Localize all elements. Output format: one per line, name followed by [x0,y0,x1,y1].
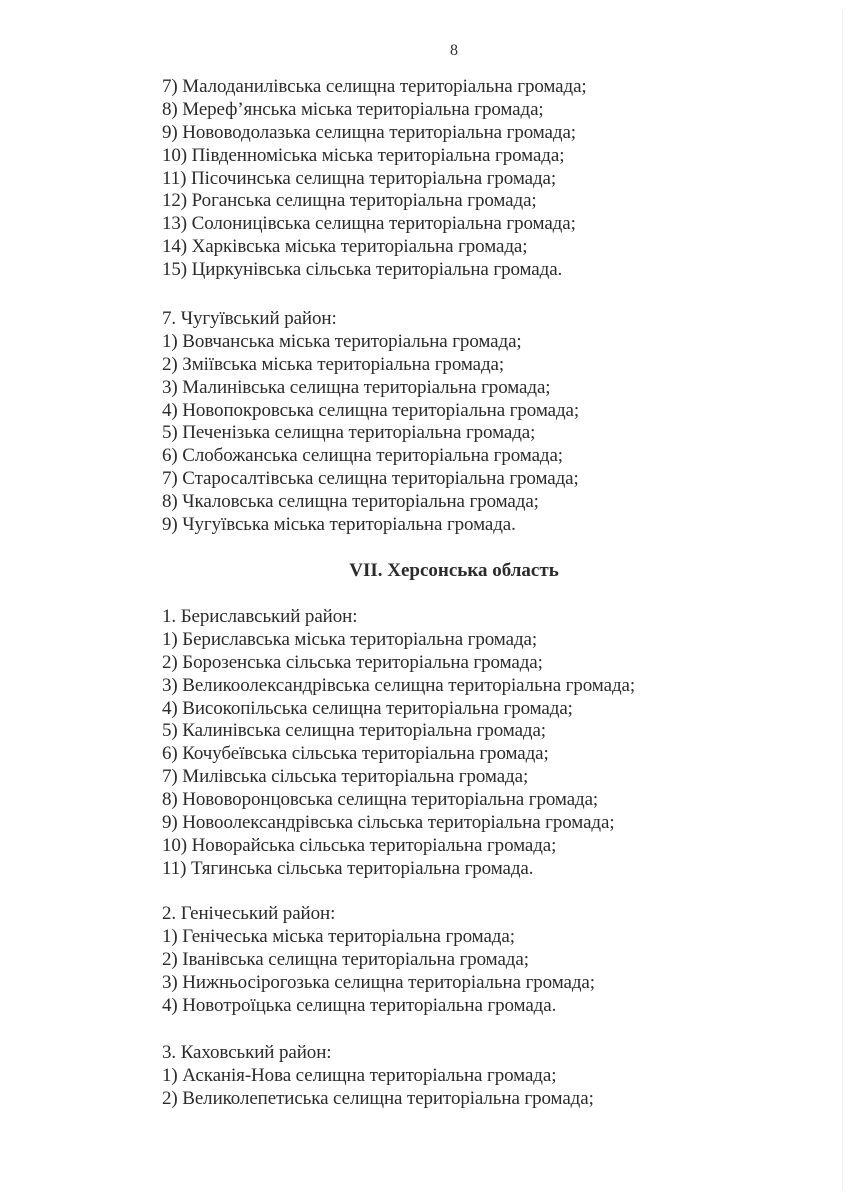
list-item: 8) Мереф’янська міська територіальна громада; [162,98,544,120]
list-item: 9) Нововодолазька селищна територіальна громада; [162,121,576,143]
page-number: 8 [450,42,458,59]
list-item: 11) Пісочинська селищна територіальна громада; [162,167,557,189]
beryslav-district-section [162,606,635,881]
list-item: 2) Борозенська сільська територіальна громада; [162,651,543,673]
list-item: 2) Зміївська міська територіальна громада; [162,353,505,375]
list-item: 8) Чкаловська селищна територіальна громада; [162,491,539,513]
district-title: 1. Бериславський район: [162,606,358,627]
list-item: 10) Південноміська міська територіальна громада; [162,144,565,166]
list-item: 1) Бериславська міська територіальна громада; [162,628,538,650]
oblast-heading: VII. Херсонська область [349,560,559,581]
list-item: 1) Асканія-Нова селищна територіальна громада; [162,1064,557,1086]
list-item: 1) Генічеська міська територіальна громада; [162,925,515,947]
list-item: 3) Великоолександрівська селищна територіальна громада; [162,674,636,696]
district-title: 2. Генічеський район: [162,903,336,924]
henichesk-district-section [162,903,595,1017]
list-item: 8) Нововоронцовська селищна територіальна громада; [162,789,599,811]
list-item: 3) Нижньосірогозька селищна територіальна громада; [162,971,595,993]
list-item: 7) Малоданилівська селищна територіальна громада; [162,76,587,97]
list-item: 5) Калинівська селищна територіальна громада; [162,720,546,742]
list-item: 2) Великолепетиська селищна територіальна громада; [162,1087,594,1109]
list-item: 9) Чугуївська міська територіальна громада. [162,514,516,536]
scan-edge-line [842,10,843,1190]
list-item: 10) Новорайська сільська територіальна громада; [162,834,557,856]
list-item: 4) Високопільська селищна територіальна громада; [162,697,573,719]
list-item: 7) Милівська сільська територіальна громада; [162,766,529,788]
list-item: 4) Новопокровська селищна територіальна громада; [162,399,580,421]
list-item: 6) Кочубеївська сільська територіальна громада; [162,743,549,765]
list-item: 12) Роганська селищна територіальна громада; [162,190,537,212]
list-item: 13) Солоницівська селищна територіальна громада; [162,213,576,235]
chuhuiv-district-section [162,308,579,537]
kakhovka-district-section [162,1042,594,1111]
continued-list [162,76,587,282]
list-item: 14) Харківська міська територіальна громада; [162,236,528,258]
list-item: 3) Малинівська селищна територіальна громада; [162,376,551,398]
district-title: 3. Каховський район: [162,1042,332,1063]
list-item: 6) Слобожанська селищна територіальна громада; [162,445,563,467]
list-item: 9) Новоолександрівська сільська територіальна громада; [162,812,615,834]
list-item: 7) Старосалтівська селищна територіальна громада; [162,468,579,490]
list-item: 5) Печенізька селищна територіальна громада; [162,422,536,444]
list-item: 15) Циркунівська сільська територіальна громада. [162,259,563,281]
list-item: 1) Вовчанська міська територіальна громада; [162,330,522,352]
list-item: 4) Новотроїцька селищна територіальна громада. [162,994,557,1016]
list-item: 2) Іванівська селищна територіальна громада; [162,948,529,970]
district-title: 7. Чугуївський район: [162,308,337,329]
list-item: 11) Тягинська сільська територіальна громада. [162,857,534,879]
